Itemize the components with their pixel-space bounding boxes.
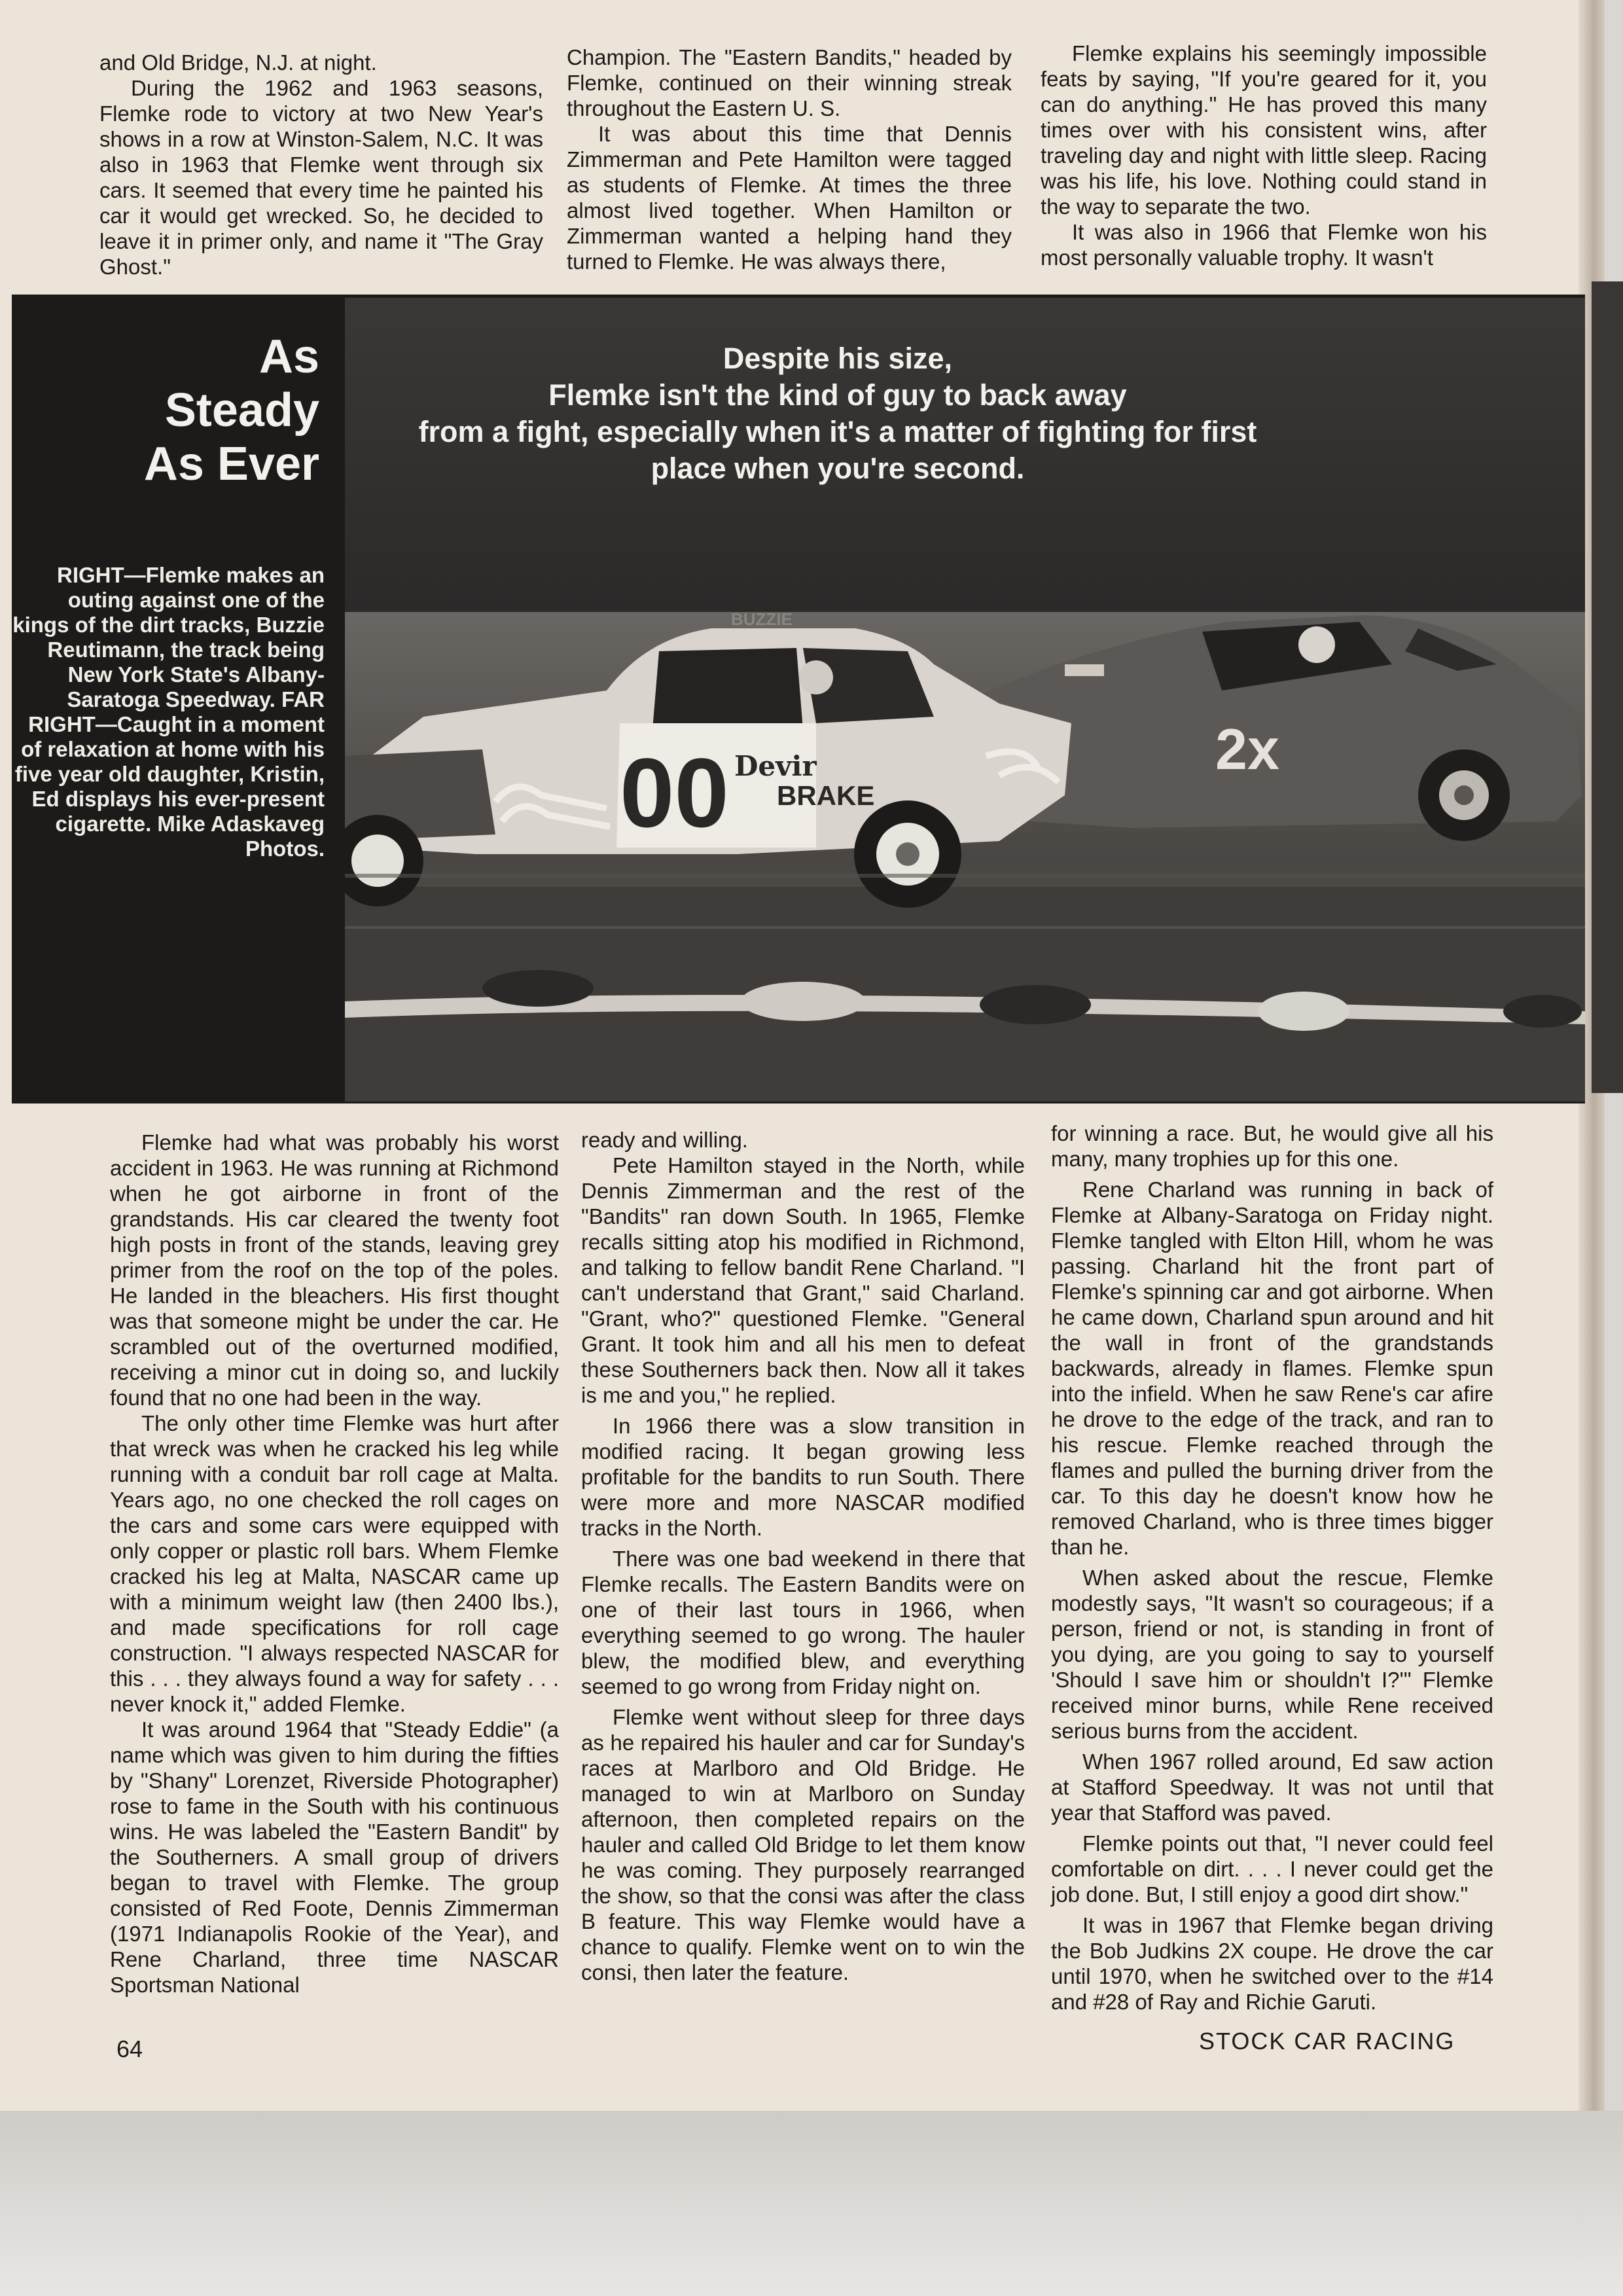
photo-caption: RIGHT—Flemke makes an outing against one of the kings of the dirt tracks, Buzzie Reutimann, the track being New York State's Albany-Saratoga Speedway. FAR RIGHT—Caught in a moment of relaxation at home with his five year old daughter, Kristin, Ed displays his ever-present cigarette. Mike Adaskaveg Photos.: [12, 563, 325, 861]
paragraph: It was also in 1966 that Flemke won his most personally valuable trophy. It wasn't: [1041, 220, 1487, 270]
paragraph: It was around 1964 that "Steady Eddie" (a name which was given to him during the fifties by "Shany" Lorenzet, Riverside Photographer) rose to fame in the South with his continuous wins. He was labeled the "Eastern Bandit" by the Southerners. A small group of drivers began to travel with Flemke. The group consisted of Red Foote, Dennis Zimmerman (1971 Indianapolis Rookie of the Year), and Rene Charland, three time NASCAR Sportsman National: [110, 1717, 559, 1997]
next-page-edge: [1592, 281, 1623, 1093]
paragraph: The only other time Flemke was hurt after that wreck was when he cracked his leg while running with a conduit bar roll cage at Malta. Years ago, no one checked the roll cages on the cars and some cars were equipped with only copper or plastic roll bars. Whem Flemke cracked his leg at Malta, NASCAR came up with a minimum weight law (then 2400 lbs.), and made specifications for roll cage construction. "I always respected NASCAR for this . . . they always found a way for safety . . . never knock it," added Flemke.: [110, 1411, 559, 1716]
paragraph: When 1967 rolled around, Ed saw action at Stafford Speedway. It was not until that year that Stafford was paved.: [1051, 1749, 1493, 1825]
car-2x-number: 2x: [1215, 717, 1279, 781]
page-number: 64: [116, 2036, 143, 2062]
pull-quote-line: from a fight, especially when it's a matter of fighting for first: [418, 415, 1257, 448]
headline-line: As: [259, 331, 319, 383]
car-00-sponsor-2: BRAKE: [777, 780, 875, 811]
sidebar: [12, 295, 342, 1103]
paragraph: There was one bad weekend in there that Flemke recalls. The Eastern Bandits were on one of their last tours in 1966, when everything seemed to go wrong. The hauler blew, the modified blew, and everything seemed to go wrong from Friday night on.: [581, 1547, 1025, 1698]
paragraph: Flemke points out that, "I never could feel comfortable on dirt. . . . I never could get the job done. But, I still enjoy a good dirt show.": [1051, 1831, 1493, 1907]
paragraph: It was in 1967 that Flemke began driving the Bob Judkins 2X coupe. He drove the car until 1970, when he switched over to the #14 and #28 of Ray and Richie Garuti.: [1051, 1913, 1493, 2014]
pull-quote-line: place when you're second.: [651, 452, 1025, 485]
car-00-sponsor-1: Devir: [734, 750, 817, 782]
top-column-1: [99, 50, 543, 279]
paragraph: In 1966 there was a slow transition in modified racing. It began growing less profitable for the bandits to run South. There were more and more NASCAR modified tracks in the North.: [581, 1414, 1025, 1540]
paragraph: Flemke went without sleep for three days as he repaired his hauler and car for Sunday's races at Marlboro and Old Bridge. He managed to win at Marlboro on Sunday afternoon, then completed repairs on the hauler and called Old Bridge to let them know he was coming. They purposely rearranged the show, so that the consi was after the class B feature. This way Flemke would have a chance to qualify. Flemke went on to win the consi, then later the feature.: [581, 1705, 1025, 1984]
headline: [12, 330, 319, 491]
headline-line: As Ever: [143, 438, 319, 490]
paragraph: Flemke explains his seemingly impossible feats by saying, "If you're geared for it, you can do anything." He has proved this many times over with his consistent wins, after traveling day and night with little sleep. Racing was his life, his love. Nothing could stand in the way to separate the two.: [1041, 41, 1487, 219]
paragraph: ready and willing.: [581, 1128, 748, 1152]
pull-quote: [366, 340, 1309, 487]
paragraph: and Old Bridge, N.J. at night.: [99, 50, 377, 75]
paragraph: When asked about the rescue, Flemke modestly says, "It wasn't so courageous; if a person, friend or not, is standing in front of you dying, are you going to say to yourself 'Should I save him or shouldn't I?'" Flemke received minor burns, while Rene received serious burns from the accident.: [1051, 1566, 1493, 1743]
top-column-3: [1041, 41, 1487, 270]
paragraph: Rene Charland was running in back of Flemke at Albany-Saratoga on Friday night. Flemke tangled with Elton Hill, whom he was passing. Charland hit the front part of Flemke's spinning car and got airborne. When he came down, Charland spun around and hit the wall in front of the grandstands backwards, already in flames. Flemke spun into the infield. When he saw Rene's car afire he drove to the edge of the track, and ran to his rescue. Flemke reached through the flames and pulled the burning driver from the car. To this day he doesn't know how he removed Charland, who is three times bigger than he.: [1051, 1177, 1493, 1559]
paragraph: During the 1962 and 1963 seasons, Flemke rode to victory at two New Year's shows in a row at Winston-Salem, N.C. It was also in 1963 that Flemke went through six cars. It seemed that every time he painted his car it would get wrecked. So, he decided to leave it in primer only, and name it "The Gray Ghost.": [99, 76, 543, 279]
bottom-column-2: [581, 1127, 1025, 1985]
paragraph: Flemke had what was probably his worst accident in 1963. He was running at Richmond when he got airborne in front of the grandstands. His car cleared the twenty foot high posts in front of the stands, leaving grey primer from the roof on the top of the poles. He landed in the bleachers. His first thought was that someone might be under the car. He scrambled out of the overturned modified, receiving a minor cut in doing so, and luckily found that no one had been in the way.: [110, 1130, 559, 1410]
car-00-roof-name: BUZZIE: [731, 609, 793, 629]
pull-quote-line: Flemke isn't the kind of guy to back away: [548, 378, 1127, 412]
top-column-2: [567, 45, 1012, 274]
scan-background: [0, 2111, 1623, 2296]
bottom-column-1: [110, 1130, 559, 1998]
paragraph: for winning a race. But, he would give all his many, many trophies up for this one.: [1051, 1121, 1493, 1171]
paragraph: Champion. The "Eastern Bandits," headed by Flemke, continued on their winning streak throughout the Eastern U. S.: [567, 45, 1012, 120]
magazine-name: STOCK CAR RACING: [1199, 2028, 1455, 2054]
bottom-column-3: [1051, 1121, 1493, 2015]
paragraph: It was about this time that Dennis Zimmerman and Pete Hamilton were tagged as students of Flemke. At times the three almost lived together. When Hamilton or Zimmerman wanted a helping hand they turned to Flemke. He was always there,: [567, 122, 1012, 274]
headline-line: Steady: [164, 384, 319, 437]
paragraph: Pete Hamilton stayed in the North, while Dennis Zimmerman and the rest of the "Bandits" ran down South. In 1965, Flemke recalls sitting atop his modified in Richmond, and talking to fellow bandit Rene Charland. "I can't understand that Grant," said Charland. "Grant, who?" questioned Flemke. "General Grant. It took him and all his men to defeat these Southerners back then. Now all it takes is me and you," he replied.: [581, 1153, 1025, 1407]
car-00-number: 00: [620, 738, 729, 848]
pull-quote-line: Despite his size,: [722, 342, 953, 375]
